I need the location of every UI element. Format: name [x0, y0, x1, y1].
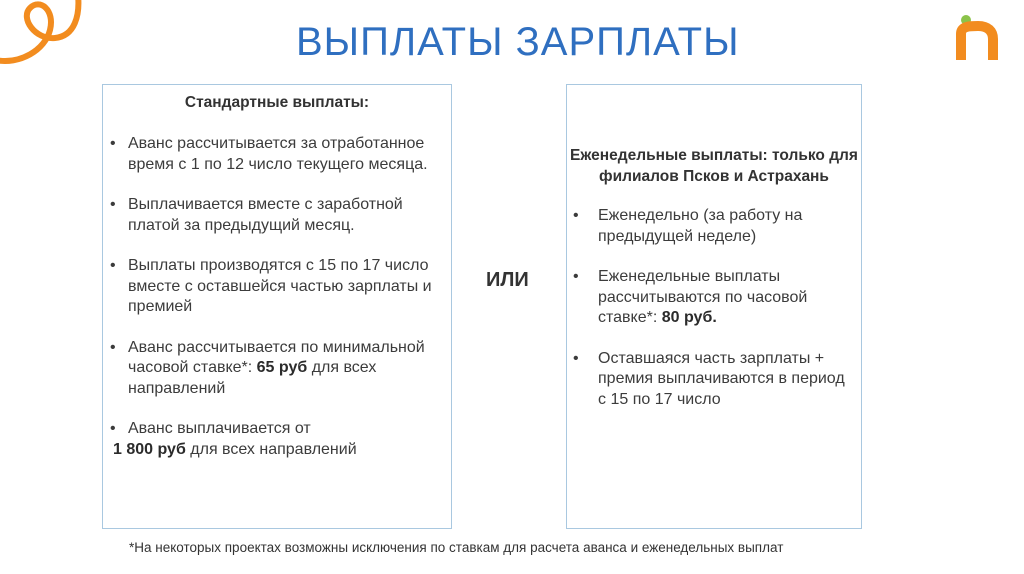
standard-payments-box — [102, 84, 452, 529]
or-separator: ИЛИ — [486, 269, 529, 291]
advance-rate: 65 руб — [256, 359, 308, 376]
page-title: ВЫПЛАТЫ ЗАРПЛАТЫ — [296, 20, 740, 64]
weekly-rate: 80 руб. — [661, 309, 717, 326]
advance-minimum: 1 800 руб — [113, 440, 186, 458]
list-item: • Еженедельные выплаты рассчитываются по часовой ставке*: 80 руб. — [573, 268, 808, 326]
weekly-payments-box — [566, 84, 862, 529]
list-item: • Еженедельно (за работу на предыдущей неделе) — [573, 207, 803, 245]
standard-payments-list — [103, 134, 451, 460]
list-item: • Выплачивается вместе с заработной платой за предыдущий месяц. — [110, 196, 403, 234]
weekly-payments-heading: Еженедельные выплаты: только для филиалов Псков и Астрахань — [570, 147, 858, 185]
standard-payments-heading: Стандартные выплаты: — [184, 94, 370, 111]
list-item: • Оставшаяся часть зарплаты + премия выплачиваются в период с 15 по 17 число — [573, 349, 845, 408]
decorative-swirl — [0, 0, 110, 110]
list-item: • Выплаты производятся с 15 по 17 число вместе с оставшейся частью зарплаты и премией — [110, 257, 432, 315]
list-item: • Аванс рассчитывается за отработанное время с 1 по 12 число текущего месяца. — [110, 135, 428, 173]
list-item: • Аванс рассчитывается по минимальной часовой ставке*: 65 руб для всех направлений — [110, 338, 425, 397]
list-item: • Аванс выплачивается от 1 800 руб для всех направлений — [110, 420, 357, 458]
footnote: *На некоторых проектах возможны исключения по ставкам для расчета аванса и еженедельных выплат — [129, 540, 784, 555]
n-logo-icon — [950, 12, 1000, 64]
weekly-payments-list — [567, 206, 861, 410]
